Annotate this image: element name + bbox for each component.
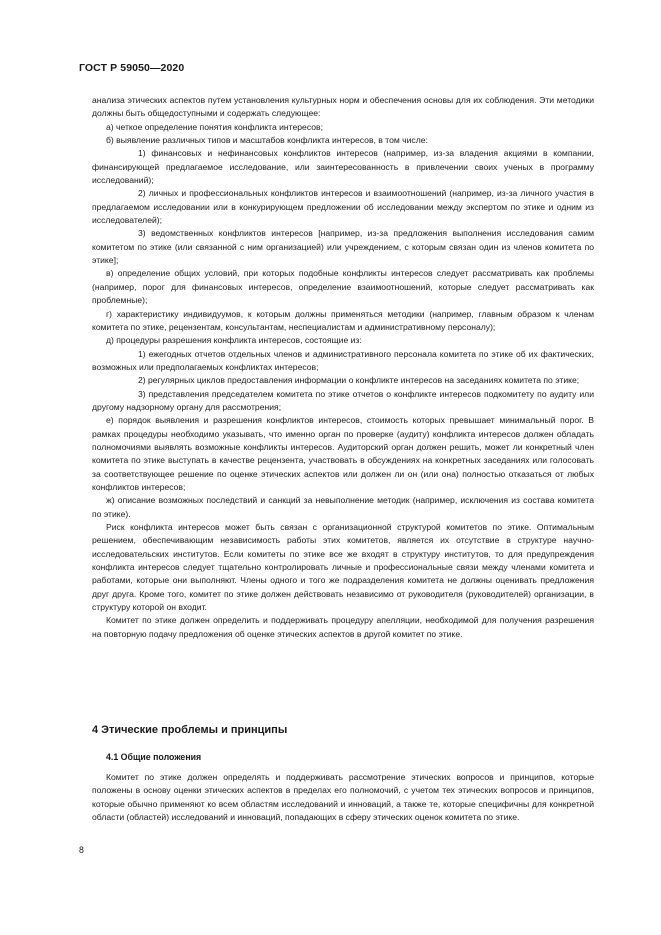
paragraph: 2) личных и профессиональных конфликтов интересов и взаимоотношений (например, из-за личного участия в предлагаемом исследовании или в конкурирующем предложении об исследовании между экспертом по этике и одним из исследователей); xyxy=(92,188,594,226)
paragraph: д) процедуры разрешения конфликта интересов, состоящие из: xyxy=(106,335,362,346)
paragraph: г) характеристику индивидуумов, к которым должны применяться методики (например, главным образом к членам комитета по этике, рецензентам, консультантам, неспециалистам и административному персоналу); xyxy=(92,308,594,332)
paragraph: Комитет по этике должен определить и поддерживать процедуру апелляции, необходимой для получения разрешения на повторную подачу предложения об оценке этических аспектов в другой комитет по этике. xyxy=(92,615,594,639)
paragraph: ж) описание возможных последствий и санкций за невыполнение методик (например, исключения из состава комитета по этике). xyxy=(92,495,594,519)
body-text xyxy=(92,94,594,641)
paragraph: 1) ежегодных отчетов отдельных членов и административного персонала комитета по этике об их фактических, возможных или предполагаемых конфликтах интересов; xyxy=(92,348,594,372)
section-heading: 4 Этические проблемы и принципы xyxy=(92,724,288,736)
section-paragraph: Комитет по этике должен определять и поддерживать рассмотрение этических вопросов и принципов, которые положены в основу оценки этических аспектов в пределах его полномочий, с учетом тех этических вопросов и принципов, которые обычно применяют ко всем областям исследований и инноваций, а также те, которые специфичны для конкретной области (областей) исследований и инноваций, попадающих в сферу этических оценок комитета по этике. xyxy=(92,772,594,823)
document-code-header: ГОСТ Р 59050—2020 xyxy=(79,62,185,74)
paragraph: 3) представления председателем комитета по этике отчетов о конфликте интересов подкомитету по аудиту или другому надзорному органу для рассмотрения; xyxy=(92,388,594,412)
paragraph: е) порядок выявления и разрешения конфликтов интересов, стоимость которых превышает минимальный порог. В рамках процедуры необходимо указывать, что именно орган по проверке (аудиту) конфликта интересов должен обладать полномочиями выявлять возможные конфликты интересов. Аудиторский орган должен решить, может ли конкретный член комитета по этике выступать в качестве рецензента, участвовать в обсуждениях на конкретных заседаниях или голосовать за соответствующее решение по оценке этических аспектов или должен ли он (или она) полностью отказаться от любых конфликтов интересов; xyxy=(92,415,594,492)
section-body xyxy=(92,771,594,824)
paragraph: 3) ведомственных конфликтов интересов [например, из-за предложения выполнения исследования самим комитетом по этике (или связанной с ним организацией) или учреждением, с которым связан один из членов комитета по этике]; xyxy=(92,228,594,266)
paragraph: б) выявление различных типов и масштабов конфликта интересов, в том числе: xyxy=(106,135,428,146)
paragraph: анализа этических аспектов путем установления культурных норм и обеспечения основы для их соблюдения. Эти методики должны быть общедоступными и содержать следующее: xyxy=(92,95,594,119)
paragraph: а) четкое определение понятия конфликта интересов; xyxy=(106,121,323,132)
page-number: 8 xyxy=(79,845,84,855)
paragraph: 2) регулярных циклов предоставления информации о конфликте интересов на заседаниях комитета по этике; xyxy=(138,375,580,386)
paragraph: в) определение общих условий, при которых подобные конфликты интересов следует рассматривать как проблемы (например, порог для финансовых интересов, определение взаимоотношений, которые следует рассматривать как проблемные); xyxy=(92,268,594,306)
subsection-heading: 4.1 Общие положения xyxy=(106,752,202,762)
paragraph: 1) финансовых и нефинансовых конфликтов интересов (например, из-за владения акциями в компании, финансирующей предлагаемое исследование, или заинтересованность в привлечении своих ученых в программу исследований); xyxy=(92,148,594,186)
paragraph: Риск конфликта интересов может быть связан с организационной структурой комитетов по этике. Оптимальным решением, обеспечивающим независимость работы этих комитетов, является их отсутствие в структуре научно-исследовательских институтов. Если комитеты по этике все же входят в структуру институтов, то для предупреждения конфликта интересов следует тщательно контролировать личные и профессиональные связи между членами комитета и работами, которые они выполняют. Члены одного и того же подразделения комитета не должны оценивать предложения друг друга. Кроме того, комитет по этике должен действовать независимо от руководителя (руководителей) организации, в структуру которой он входит. xyxy=(92,522,594,613)
